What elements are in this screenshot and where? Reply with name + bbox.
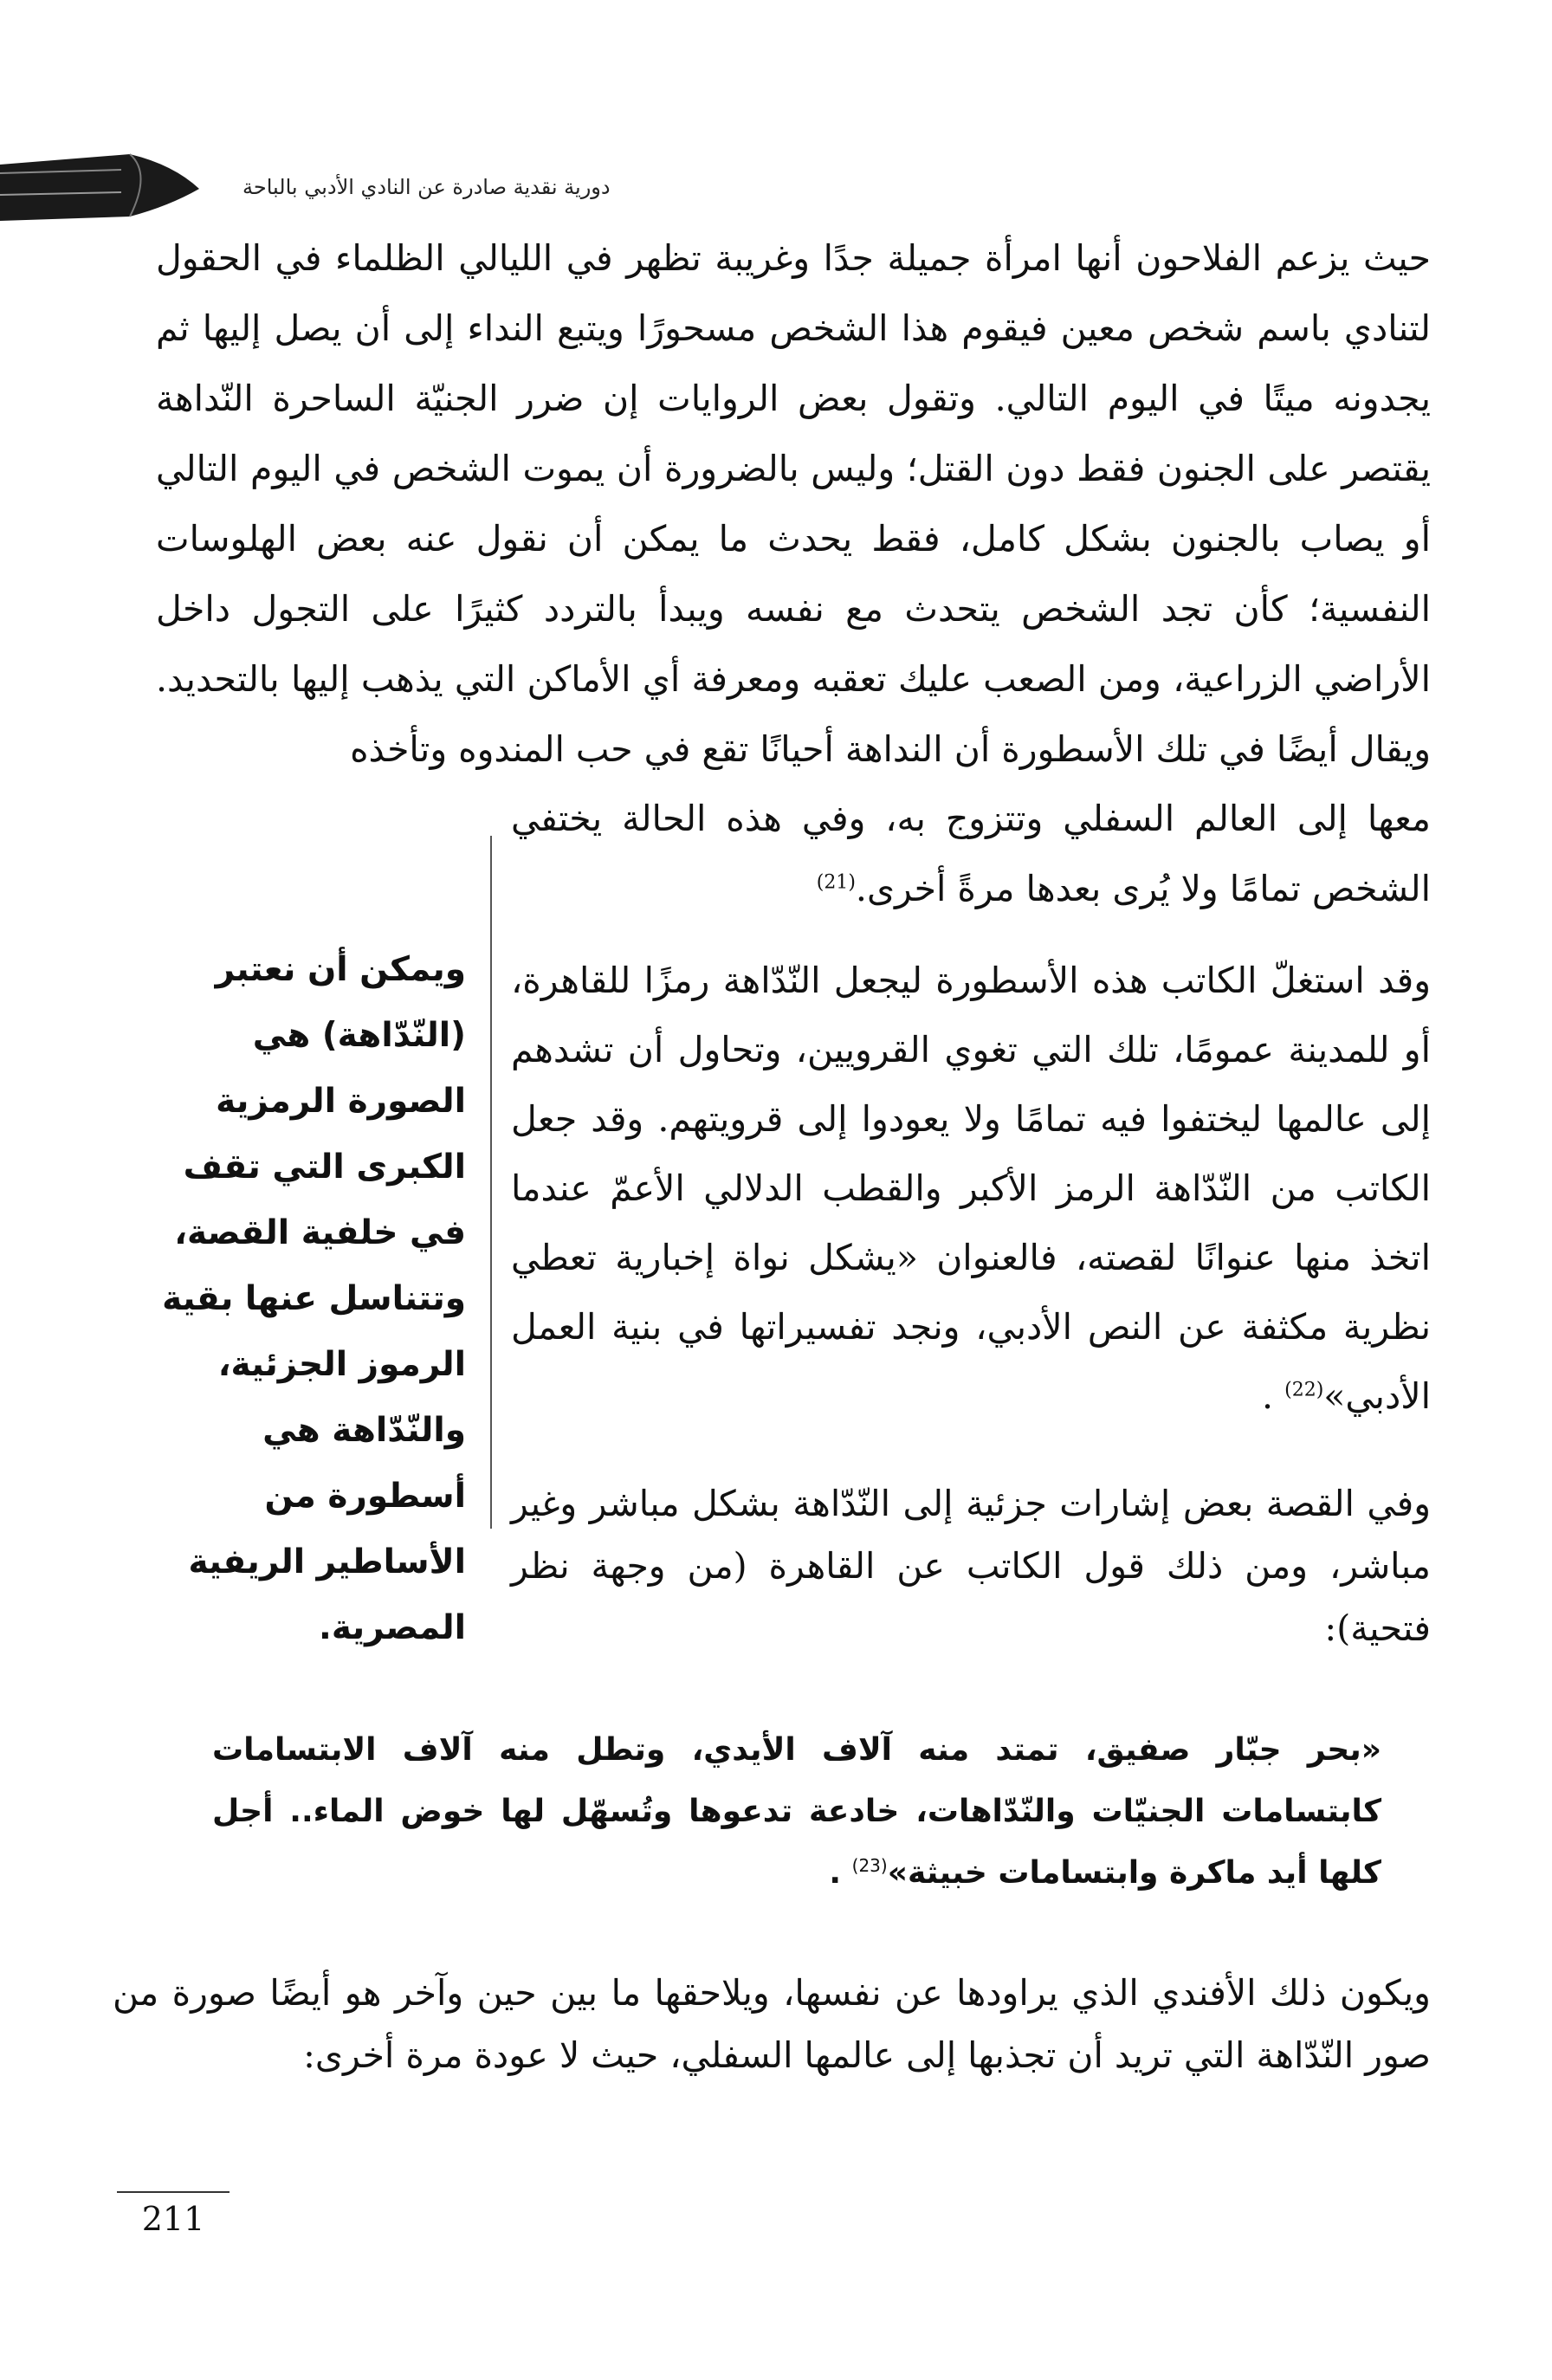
pull-quote: ويمكن أن نعتبر (النّدّاهة) هي الصورة الرمزية الكبرى التي تقف في خلفية القصة، وتتناسل عنها بقية الرموز الجزئية، والنّدّاهة هي أسطورة من الأساطير الريفية المصرية.: [162, 950, 466, 1647]
page-number-rule: [117, 2191, 230, 2193]
footnote-ref-22: (22): [1284, 1379, 1324, 1401]
paragraph-3-text: وفي القصة بعض إشارات جزئية إلى النّدّاهة بشكل مباشر وغير مباشر، ومن ذلك قول الكاتب عن القاهرة (من وجهة نظر فتحية):: [511, 1483, 1431, 1649]
block-quote: «بحر جبّار صفيق، تمتد منه آلاف الأيدي، وتطل منه آلاف الابتسامات كابتسامات الجنيّات والنّدّاهات، خادعة تدعوها وتُسهّل لها خوض الماء.. أجل كلها أيد ماكرة وابتسامات خبيثة»$^{(23)}$ .: [212, 1732, 1381, 1891]
paragraph-1-text: حيث يزعم الفلاحون أنها امرأة جميلة جدًا وغريبة تظهر في الليالي الظلماء في الحقول لتنادي باسم شخص معين فيقوم هذا الشخص مسحورًا ويتبع النداء إلى أن يصل إليها ثم يجدونه ميتًا في اليوم التالي. وتقول بعض الروايات إن ضرر الجنيّة الساحرة النّداهة يقتصر على الجنون فقط دون القتل؛ وليس بالضرورة أن يموت الشخص في اليوم التالي أو يصاب بالجنون بشكل كامل، فقط يحدث ما يمكن أن نقول عنه بعض الهلوسات النفسية؛ كأن تجد الشخص يتحدث مع نفسه ويبدأ بالتردد كثيرًا على التجول داخل الأراضي الزراعية، ومن الصعب عليك تعقبه ومعرفة أي الأماكن التي يذهب إليها بالتحديد. ويقال أيضًا في تلك الأسطورة أن النداهة أحيانًا تقع في حب المندوه وتأخذه: [156, 237, 1431, 770]
paragraph-1-continued: [511, 784, 1431, 924]
paragraph-2-text: وقد استغلّ الكاتب هذه الأسطورة ليجعل النّدّاهة رمزًا للقاهرة، أو للمدينة عمومًا، تلك التي تغوي القرويين، وتحاول أن تشدهم إلى عالمها ليختفوا فيه تمامًا ولا يعودوا إلى قرويتهم. وقد جعل الكاتب من النّدّاهة الرمز الأكبر والقطب الدلالي الأعمّ عندما اتخذ منها عنوانًا لقصته، فالعنوان «يشكل نواة إخبارية تعطي نظرية مكثفة عن النص الأدبي، ونجد تفسيراتها في بنية العمل الأدبي»: [511, 960, 1431, 1417]
pull-quote-divider: [490, 836, 492, 1529]
block-quote-text: «بحر جبّار صفيق، تمتد منه آلاف الأيدي، وتطل منه آلاف الابتسامات كابتسامات الجنيّات والنّدّاهات، خادعة تدعوها وتُسهّل لها خوض الماء.. أجل كلها أيد ماكرة وابتسامات خبيثة»: [212, 1732, 1381, 1891]
paragraph-2: وقد استغلّ الكاتب هذه الأسطورة ليجعل النّدّاهة رمزًا للقاهرة، أو للمدينة عمومًا، تلك التي تغوي القرويين، وتحاول أن تشدهم إلى عالمها ليختفوا فيه تمامًا ولا يعودوا إلى قرويتهم. وقد جعل الكاتب من النّدّاهة الرمز الأكبر والقطب الدلالي الأعمّ عندما اتخذ منها عنوانًا لقصته، فالعنوان «يشكل نواة إخبارية تعطي نظرية مكثفة عن النص الأدبي، ونجد تفسيراتها في بنية العمل الأدبي»$^{(22)}$ .: [511, 960, 1431, 1417]
page-number: 211: [141, 2200, 205, 2238]
paragraph-4-text: ويكون ذلك الأفندي الذي يراودها عن نفسها، ويلاحقها ما بين حين وآخر هو أيضًا صورة من صور النّدّاهة التي تريد أن تجذبها إلى عالمها السفلي، حيث لا عودة مرة أخرى:: [113, 1972, 1431, 2076]
paragraph-1: [156, 223, 1431, 785]
paragraph-3: [511, 1472, 1431, 1659]
footnote-ref-23: (23): [851, 1855, 888, 1876]
paragraph-1-continued-text: معها إلى العالم السفلي وتتزوج به، وفي هذه الحالة يختفي الشخص تمامًا ولا يُرى بعدها مرةً أخرى.: [511, 798, 1431, 909]
journal-title: دورية نقدية صادرة عن النادي الأدبي بالباحة: [242, 175, 611, 199]
paragraph-4: [113, 1962, 1431, 2086]
page-header: [0, 61, 1552, 199]
footnote-ref-21: (21): [816, 871, 856, 894]
